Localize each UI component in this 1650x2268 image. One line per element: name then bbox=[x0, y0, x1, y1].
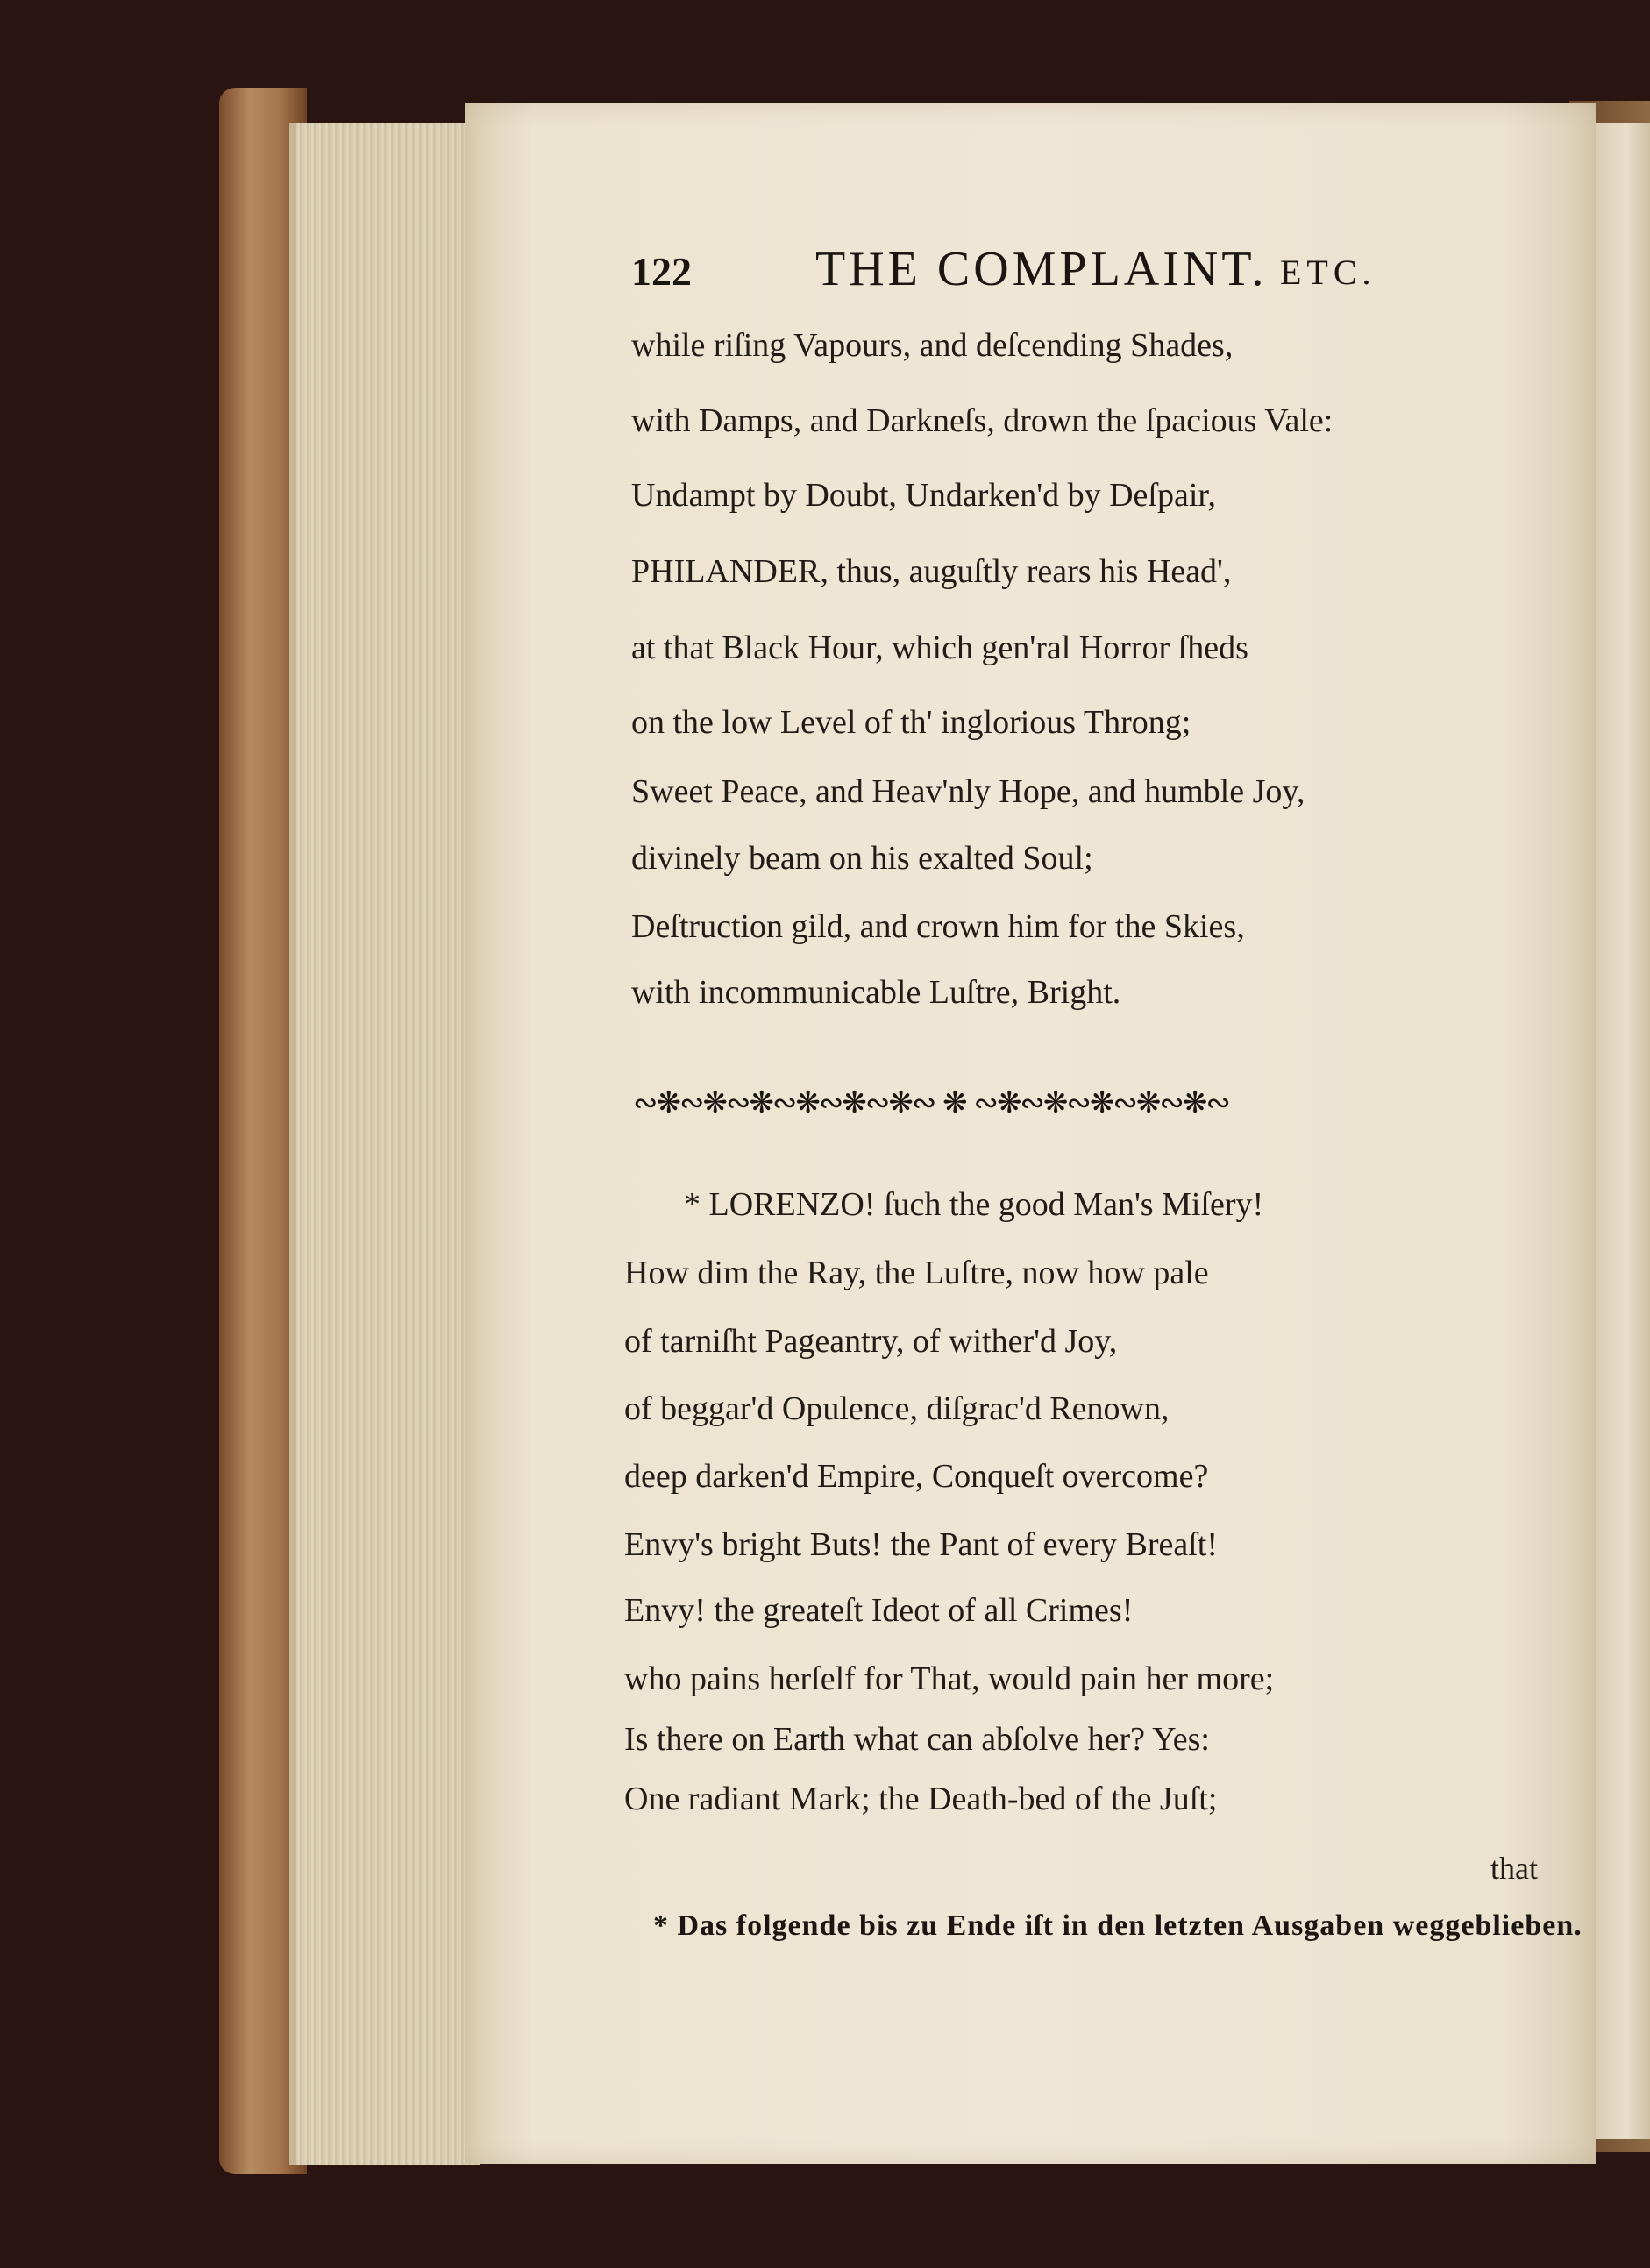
verse-line: Is there on Earth what can abſolve her? Yes: bbox=[624, 1721, 1210, 1758]
verse-line: Undampt by Doubt, Undarken'd by Deſpair, bbox=[631, 477, 1217, 514]
verse-line: on the low Level of th' inglorious Throng; bbox=[631, 704, 1191, 741]
verse-line: while riſing Vapours, and deſcending Shades, bbox=[631, 327, 1234, 364]
running-title-etc: ETC. bbox=[1280, 252, 1376, 292]
verse-line: of beggar'd Opulence, diſgrac'd Renown, bbox=[624, 1390, 1170, 1427]
verse-line: Envy! the greateſt Ideot of all Crimes! bbox=[624, 1592, 1134, 1629]
verse-line: of tarniſht Pageantry, of wither'd Joy, bbox=[624, 1323, 1118, 1360]
verse-line: deep darken'd Empire, Conqueſt overcome? bbox=[624, 1458, 1209, 1495]
page-number: 122 bbox=[631, 249, 692, 294]
footnote: * Das folgende bis zu Ende iſt in den letzten Ausgaben weggeblieben. bbox=[653, 1909, 1582, 1942]
running-title: THE COMPLAINT. bbox=[815, 242, 1268, 296]
running-header bbox=[631, 241, 1403, 302]
verse-line: PHILANDER, thus, auguſtly rears his Head', bbox=[631, 553, 1232, 590]
verse-line: divinely beam on his exalted Soul; bbox=[631, 840, 1093, 877]
page-edges bbox=[289, 123, 480, 2165]
verse-line: Sweet Peace, and Heav'nly Hope, and humble Joy, bbox=[631, 773, 1305, 810]
verse-line: with incommunicable Luſtre, Bright. bbox=[631, 974, 1121, 1011]
verse-line: One radiant Mark; the Death-bed of the Juſt; bbox=[624, 1781, 1218, 1817]
verse-line: at that Black Hour, which gen'ral Horror ſheds bbox=[631, 629, 1248, 666]
ornamental-divider: ∾❋∾❋∾❋∾❋∾❋∾❋∾ ❋ ∾❋∾❋∾❋∾❋∾❋∾ bbox=[633, 1085, 1229, 1120]
verse-line: Envy's bright Buts! the Pant of every Breaſt! bbox=[624, 1526, 1218, 1563]
verse-line: How dim the Ray, the Luſtre, now how pale bbox=[624, 1255, 1209, 1291]
verse-line: who pains herſelf for That, would pain her more; bbox=[624, 1660, 1275, 1697]
verse-line: * LORENZO! ſuch the good Man's Miſery! bbox=[684, 1186, 1264, 1223]
verse-line: Deſtruction gild, and crown him for the Skies, bbox=[631, 908, 1245, 945]
facing-page-edge bbox=[1591, 123, 1650, 2139]
verse-line: with Damps, and Darkneſs, drown the ſpacious Vale: bbox=[631, 402, 1334, 439]
catchword: that bbox=[1490, 1851, 1538, 1886]
